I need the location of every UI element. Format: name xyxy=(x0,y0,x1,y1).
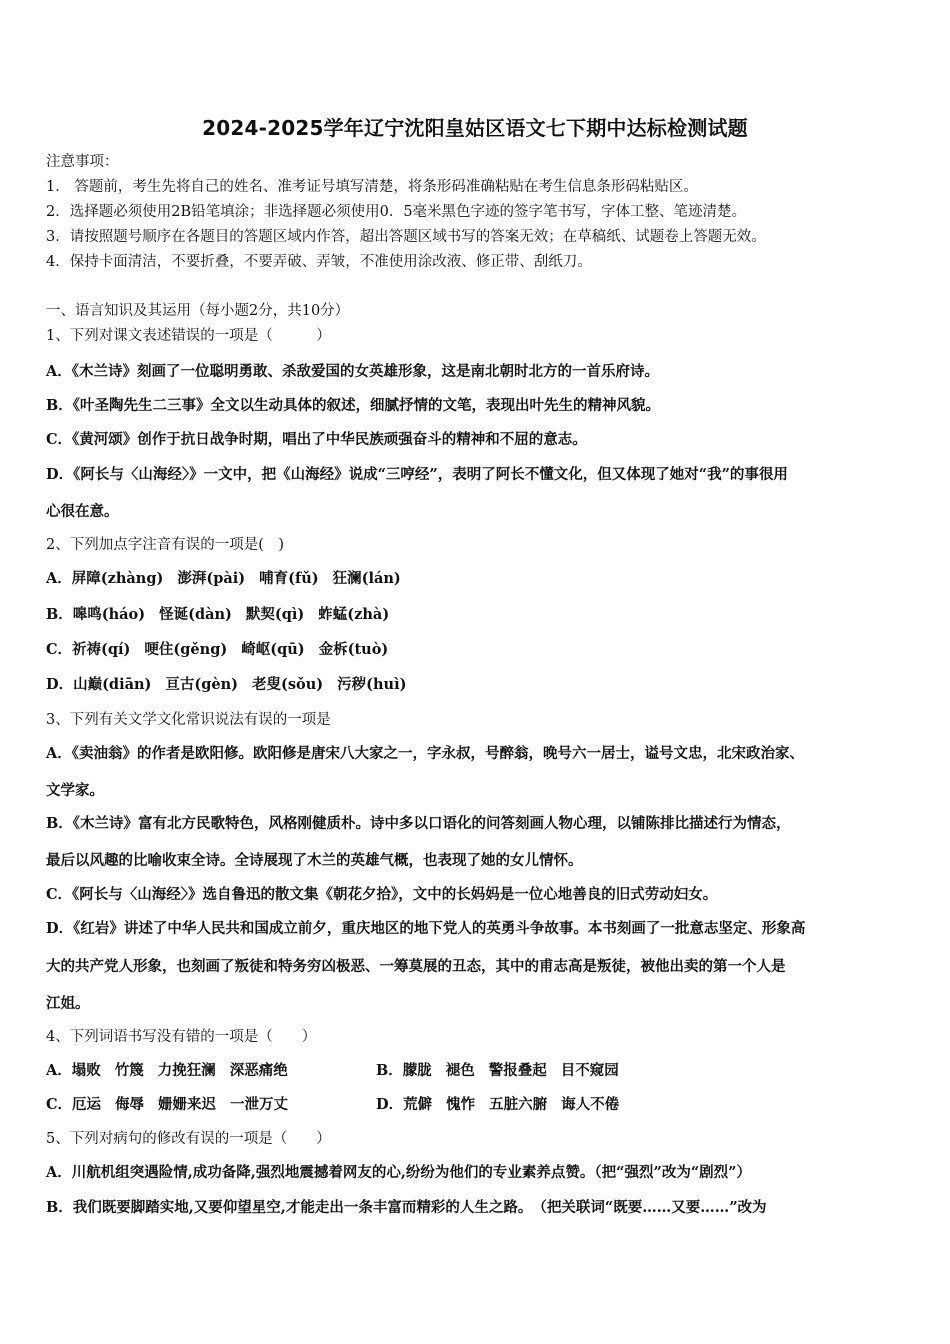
option-term: B．朦胧 xyxy=(376,1062,432,1079)
option-term: 默契(qì) xyxy=(245,606,305,623)
option-a: A．《木兰诗》刻画了一位聪明勇敢、杀敌爱国的女英雄形象，这是南北朝时北方的一首乐府诗。 xyxy=(46,363,659,380)
option-term: 狂澜(lán) xyxy=(332,570,401,587)
option-d-continued: 心很在意。 xyxy=(46,503,119,520)
option-term: D．山巅(diān) xyxy=(46,676,152,693)
option-term: 哽住(gěng) xyxy=(144,641,228,658)
option-d-continued: 江姐。 xyxy=(46,995,90,1012)
option-term: 哺育(fǔ) xyxy=(259,570,319,587)
option-term: B．嗥鸣(háo) xyxy=(46,606,146,623)
option-term: 怪诞(dàn) xyxy=(159,606,232,623)
option-term: 一泄万丈 xyxy=(230,1096,289,1113)
option-a xyxy=(46,569,415,589)
option-term: A．塌败 xyxy=(46,1062,101,1079)
option-d-continued: 大的共产党人形象，也刻画了叛徒和特务穷凶极恶、一筹莫展的丑态，其中的甫志高是叛徒，被他出卖的第一个人是 xyxy=(46,958,786,975)
notice-item: 2．选择题必须使用2B铅笔填涂；非选择题必须使用0．5毫米黑色字迹的签字笔书写，字体工整、笔迹清楚。 xyxy=(46,204,747,220)
option-b xyxy=(376,1061,633,1081)
option-row-ab xyxy=(46,1061,906,1081)
notice-heading: 注意事项： xyxy=(46,154,119,170)
question-stem: 3、下列有关文学文化常识说法有误的一项是 xyxy=(46,712,331,728)
option-term: 愧怍 xyxy=(446,1096,476,1113)
option-term: 竹篾 xyxy=(114,1062,144,1079)
option-a xyxy=(46,1062,302,1079)
option-d: D．《阿长与〈山海经〉》一文中，把《山海经》说成“三哼经”，表明了阿长不懂文化，但又体现了她对“我”的事很用 xyxy=(46,466,788,483)
option-term: C．厄运 xyxy=(46,1096,102,1113)
section-heading: 一、语言知识及其运用（每小题2分，共10分） xyxy=(46,303,350,319)
option-term: C．祈祷(qí) xyxy=(46,641,131,658)
option-term: 澎湃(pài) xyxy=(177,570,246,587)
option-d xyxy=(376,1095,633,1115)
option-term: 蚱蜢(zhà) xyxy=(318,606,390,623)
question-stem: 2、下列加点字注音有误的一项是( ) xyxy=(46,537,285,553)
option-term: 力挽狂澜 xyxy=(157,1062,216,1079)
option-term: 侮辱 xyxy=(115,1096,145,1113)
option-d xyxy=(46,675,420,695)
option-term: 老叟(sǒu) xyxy=(252,676,324,693)
option-term: 警报叠起 xyxy=(488,1062,547,1079)
option-term: 亘古(gèn) xyxy=(165,676,239,693)
option-c: C．《阿长与〈山海经〉》选自鲁迅的散文集《朝花夕拾》，文中的长妈妈是一位心地善良的旧式劳动妇女。 xyxy=(46,886,718,903)
option-term: 崎岖(qū) xyxy=(241,641,305,658)
option-c: C．《黄河颂》创作于抗日战争时期，唱出了中华民族顽强奋斗的精神和不屈的意志。 xyxy=(46,431,587,448)
option-term: 污秽(huì) xyxy=(337,676,407,693)
option-term: 姗姗来迟 xyxy=(158,1096,217,1113)
option-term: A．屏障(zhàng) xyxy=(46,570,164,587)
option-term: 金柝(tuò) xyxy=(318,641,389,658)
option-c xyxy=(46,640,402,660)
question-stem: 1、下列对课文表述错误的一项是（ ） xyxy=(46,328,331,344)
option-c xyxy=(46,1096,302,1113)
option-b: B．《叶圣陶先生二三事》全文以生动具体的叙述，细腻抒情的文笔，表现出叶先生的精神风貌。 xyxy=(46,397,661,414)
option-b: B．我们既要脚踏实地,又要仰望星空,才能走出一条丰富而精彩的人生之路。 （把关联词“既要……又要……”改为 xyxy=(46,1199,767,1216)
option-b xyxy=(46,605,403,625)
option-term: 目不窥园 xyxy=(560,1062,619,1079)
page-title: 2024-2025学年辽宁沈阳皇姑区语文七下期中达标检测试题 xyxy=(202,116,748,140)
notice-item: 4．保持卡面清洁，不要折叠，不要弄破、弄皱，不准使用涂改液、修正带、刮纸刀。 xyxy=(46,254,592,270)
question-stem: 5、下列对病句的修改有误的一项是（ ） xyxy=(46,1131,331,1147)
notice-item: 3．请按照题号顺序在各题目的答题区域内作答，超出答题区域书写的答案无效；在草稿纸、试题卷上答题无效。 xyxy=(46,229,766,245)
notice-item: 1． 答题前，考生先将自己的姓名、准考证号填写清楚，将条形码准确粘贴在考生信息条形码粘贴区。 xyxy=(46,179,698,195)
question-stem: 4、下列词语书写没有错的一项是（ ） xyxy=(46,1029,317,1045)
option-term: 深恶痛绝 xyxy=(229,1062,288,1079)
option-d: D．《红岩》讲述了中华人民共和国成立前夕，重庆地区的地下党人的英勇斗争故事。本书刻画了一批意志坚定、形象高 xyxy=(46,920,806,937)
option-row-cd xyxy=(46,1095,906,1115)
option-a: A．《卖油翁》的作者是欧阳修。欧阳修是唐宋八大家之一，字永叔，号醉翁，晚号六一居士，谥号文忠，北宋政治家、 xyxy=(46,745,804,762)
option-term: 褪色 xyxy=(445,1062,475,1079)
option-a: A．川航机组突遇险情,成功备降,强烈地震撼着网友的心,纷纷为他们的专业素养点赞。（把“强烈”改为“剧烈”） xyxy=(46,1164,752,1181)
option-b: B．《木兰诗》富有北方民歌特色，风格刚健质朴。诗中多以口语化的问答刻画人物心理，以铺陈排比描述行为情态， xyxy=(46,815,791,832)
option-a-continued: 文学家。 xyxy=(46,782,104,799)
option-term: 五脏六腑 xyxy=(489,1096,548,1113)
option-b-continued: 最后以风趣的比喻收束全诗。全诗展现了木兰的英雄气概，也表现了她的女儿情怀。 xyxy=(46,852,583,869)
option-term: 诲人不倦 xyxy=(561,1096,620,1113)
option-term: D．荒僻 xyxy=(376,1096,433,1113)
